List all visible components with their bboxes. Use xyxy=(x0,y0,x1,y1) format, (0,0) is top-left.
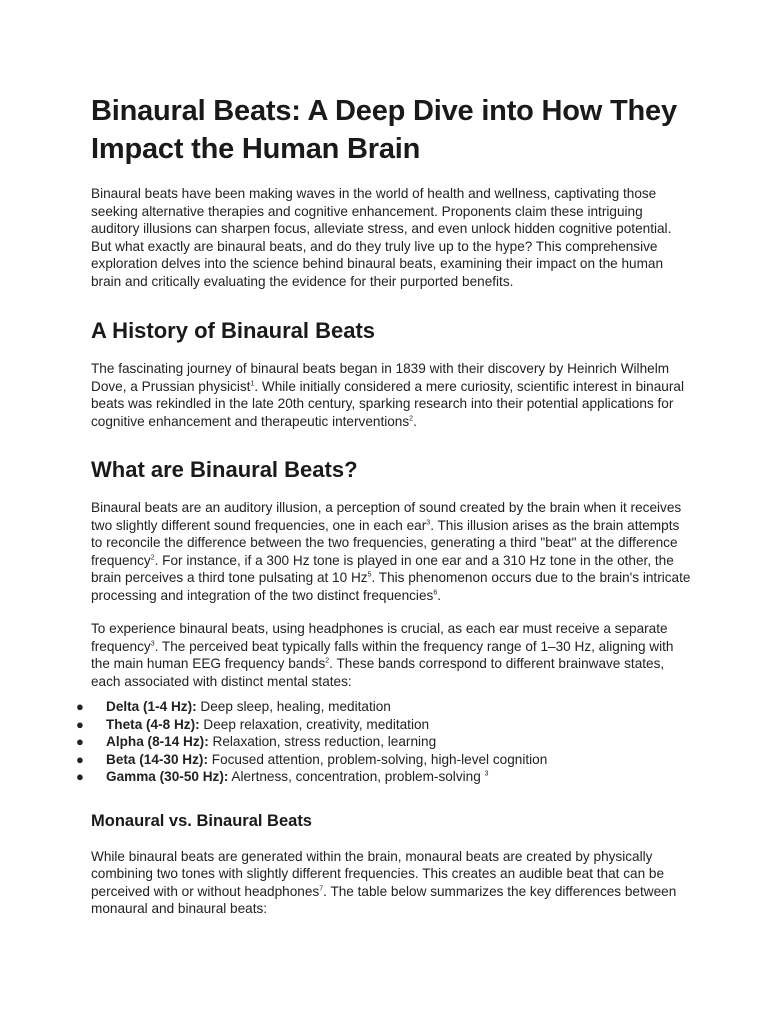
citation-ref[interactable]: 6 xyxy=(433,588,438,596)
band-description: Deep sleep, healing, meditation xyxy=(196,699,391,714)
bullet-icon: ● xyxy=(76,751,84,767)
band-name: Delta (1-4 Hz): xyxy=(106,699,197,714)
what-paragraph-2 xyxy=(91,620,691,690)
list-item xyxy=(76,733,691,751)
citation-ref[interactable]: 3 xyxy=(484,770,489,778)
text-span: . The perceived beat typically falls within the frequency range of 1–30 Hz, aligning with the main human EEG frequency bands xyxy=(91,638,674,671)
what-paragraph-1 xyxy=(91,499,691,604)
citation-ref[interactable]: 2 xyxy=(325,657,330,665)
list-item xyxy=(76,768,691,786)
bullet-icon: ● xyxy=(76,699,84,714)
citation-ref[interactable]: 2 xyxy=(150,553,155,561)
list-item xyxy=(76,698,691,716)
what-heading: What are Binaural Beats? xyxy=(91,457,358,482)
text-span: While binaural beats are generated within the brain, monaural beats are created by physically combining two tones with slightly different frequencies. This creates an audible beat that can be perceived with or without headphones xyxy=(91,848,665,899)
bullet-icon: ● xyxy=(76,769,84,784)
text-span: . While initially considered a mere curiosity, scientific interest in binaural beats was rekindled in the late 20th century, sparking research into their potential applications for cognitive enhancement and therapeutic interventions xyxy=(91,378,684,429)
band-name: Theta (4-8 Hz): xyxy=(106,716,200,732)
band-description: Alertness, concentration, problem-solving xyxy=(228,769,485,784)
list-item xyxy=(76,751,691,769)
monaural-paragraph xyxy=(91,848,691,918)
text-span: The fascinating journey of binaural beats began in 1839 with their discovery by Heinrich Wilhelm Dove, a Prussian physicist xyxy=(91,361,670,394)
citation-ref[interactable]: 1 xyxy=(250,379,255,387)
citation-ref[interactable]: 5 xyxy=(367,571,372,579)
band-name: Alpha (8-14 Hz): xyxy=(106,734,209,749)
monaural-heading: Monaural vs. Binaural Beats xyxy=(91,811,312,830)
history-heading: A History of Binaural Beats xyxy=(91,318,376,343)
text-span: . This phenomenon occurs due to the brain's intricate processing and integration of the two distinct frequencies xyxy=(91,570,691,603)
brainwave-bands-list xyxy=(76,698,691,786)
history-paragraph xyxy=(91,360,691,430)
text-span: . This illusion arises as the brain attempts to reconcile the difference between the two frequencies, generating a third "beat" at the difference frequency xyxy=(91,517,680,568)
citation-ref[interactable]: 3 xyxy=(426,518,431,526)
list-item xyxy=(76,716,691,734)
text-span: . xyxy=(437,587,442,603)
text-span: . For instance, if a 300 Hz tone is played in one ear and a 310 Hz tone in the other, the brain perceives a third tone pulsating at 10 Hz xyxy=(91,552,674,585)
text-span: Binaural beats are an auditory illusion, a perception of sound created by the brain when it receives two slightly different sound frequencies, one in each ear xyxy=(91,500,682,533)
bullet-icon: ● xyxy=(76,716,84,732)
document-page xyxy=(76,92,691,918)
citation-ref[interactable]: 3 xyxy=(150,639,155,647)
band-description: Relaxation, stress reduction, learning xyxy=(208,734,437,749)
intro-paragraph: Binaural beats have been making waves in the world of health and wellness, captivating those seeking alternative therapies and cognitive enhancement. Proponents claim these intriguing auditory illusions can sharpen focus, alleviate stress, and even unlock hidden cognitive potential. But what exactly are binaural beats, and do they truly live up to the hype? This comprehensive exploration delves into the science behind binaural beats, examining their impact on the human brain and critically evaluating the evidence for their purported benefits. xyxy=(91,186,672,289)
citation-ref[interactable]: 7 xyxy=(319,884,324,892)
band-description: Focused attention, problem-solving, high-level cognition xyxy=(207,751,548,767)
text-span: . xyxy=(413,413,417,429)
document-title: Binaural Beats: A Deep Dive into How They Impact the Human Brain xyxy=(91,95,677,165)
band-name: Gamma (30-50 Hz): xyxy=(106,769,229,784)
citation-ref[interactable]: 2 xyxy=(409,414,414,422)
text-span: . The table below summarizes the key differences between monaural and binaural beats: xyxy=(91,883,677,916)
text-span: To experience binaural beats, using headphones is crucial, as each ear must receive a separate frequency xyxy=(91,621,668,654)
bullet-icon: ● xyxy=(76,734,84,749)
text-span: . These bands correspond to different brainwave states, each associated with distinct mental states: xyxy=(91,656,665,689)
band-name: Beta (14-30 Hz): xyxy=(106,751,208,767)
band-description: Deep relaxation, creativity, meditation xyxy=(199,716,430,732)
